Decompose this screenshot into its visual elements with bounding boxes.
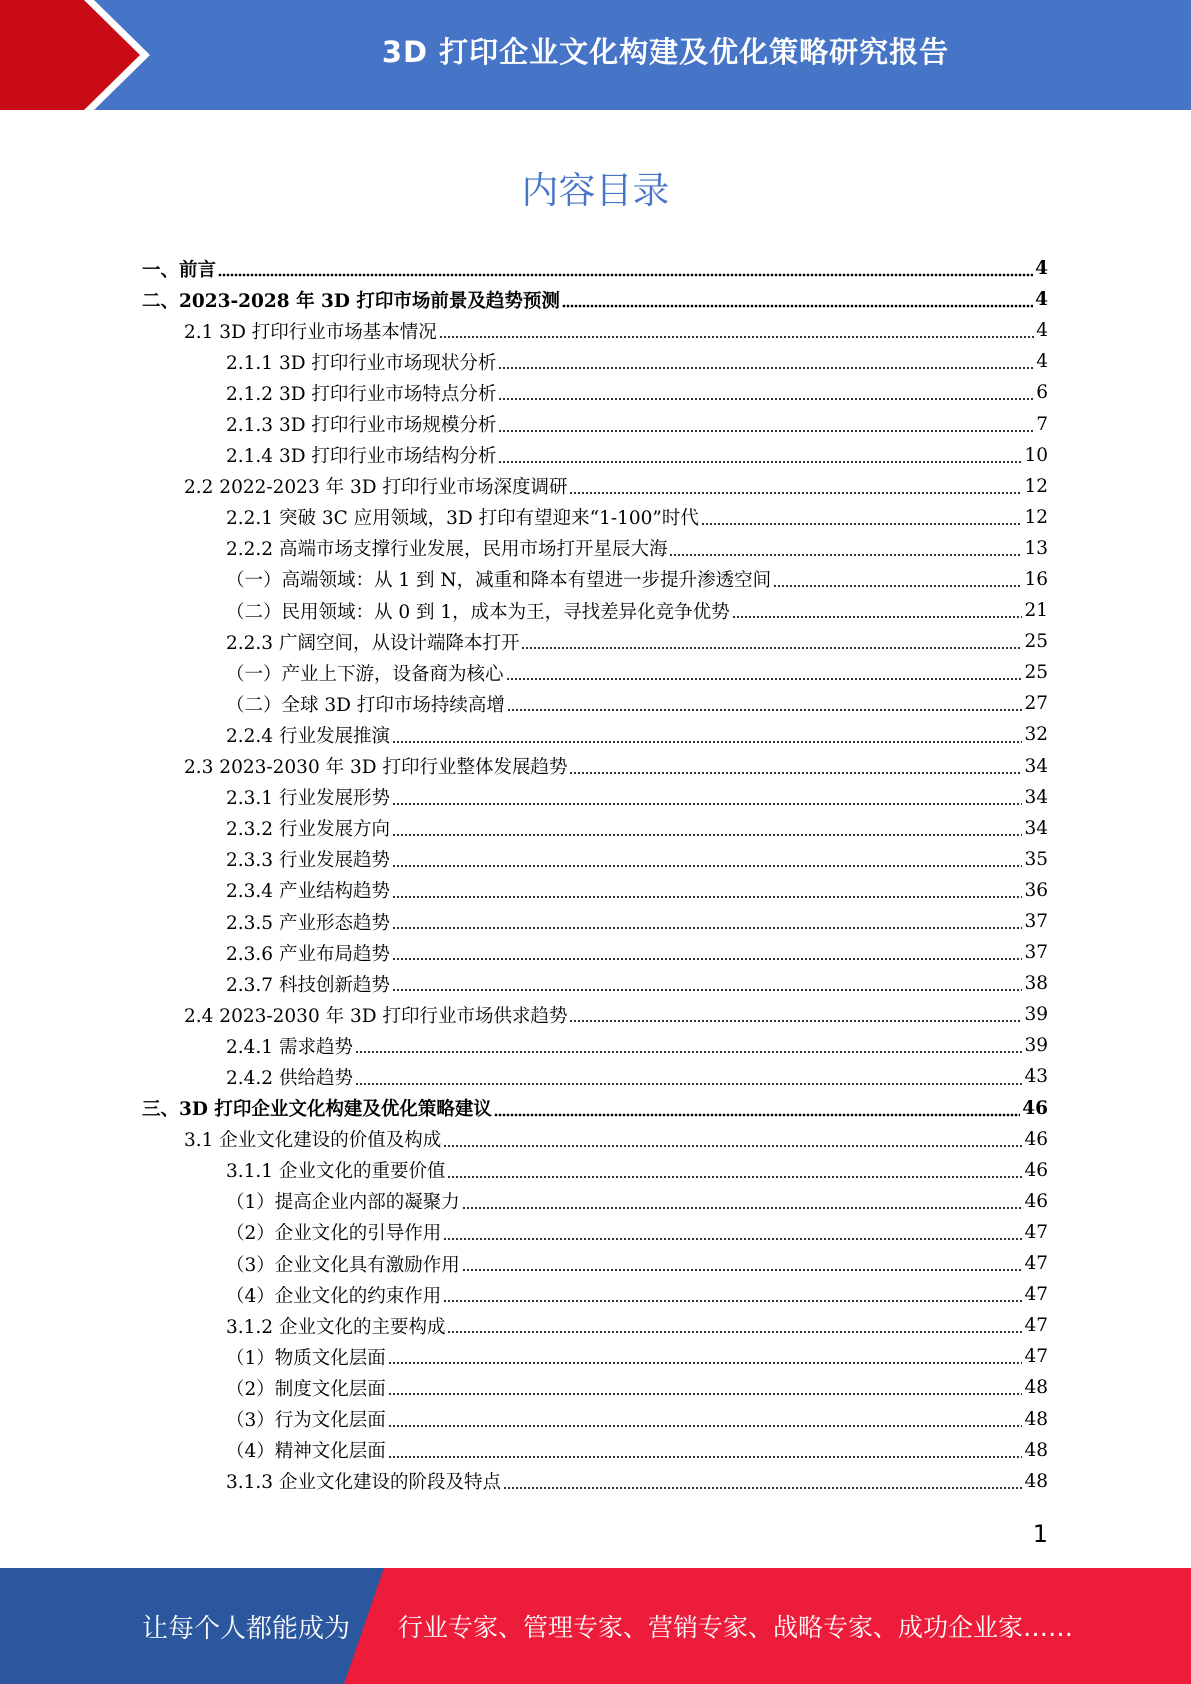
- toc-dot-leader: [503, 1486, 1022, 1490]
- header-arrow-logo: [0, 0, 140, 110]
- toc-dot-leader: [392, 864, 1022, 868]
- toc-entry-page: 47: [1024, 1253, 1048, 1275]
- toc-entry-page: 25: [1024, 662, 1048, 684]
- toc-entry-page: 37: [1024, 911, 1048, 933]
- toc-dot-leader: [494, 1113, 1020, 1117]
- toc-entry-page: 39: [1024, 1004, 1048, 1026]
- toc-entry[interactable]: [142, 968, 1048, 999]
- toc-entry-label: 2.4 2023-2030 年 3D 打印行业市场供求趋势: [184, 1005, 568, 1027]
- toc-entry[interactable]: [142, 377, 1048, 408]
- toc-dot-leader: [498, 460, 1022, 464]
- toc-entry-label: （2）制度文化层面: [226, 1378, 386, 1400]
- toc-entry[interactable]: [142, 502, 1048, 533]
- toc-entry-label: 2.1.3 3D 打印行业市场规模分析: [226, 415, 497, 437]
- toc-dot-leader: [562, 304, 1033, 308]
- toc-entry[interactable]: [142, 1248, 1048, 1279]
- toc-dot-leader: [392, 926, 1022, 930]
- table-of-contents: [142, 253, 1048, 1497]
- toc-entry-label: 3.1.1 企业文化的重要价值: [226, 1161, 446, 1183]
- toc-dot-leader: [569, 491, 1022, 495]
- toc-entry-page: 13: [1024, 537, 1048, 559]
- toc-entry-label: （3）行为文化层面: [226, 1410, 386, 1432]
- toc-entry-label: 2.3.4 产业结构趋势: [226, 881, 390, 903]
- toc-entry-page: 27: [1024, 693, 1048, 715]
- toc-dot-leader: [443, 1237, 1022, 1241]
- toc-entry-page: 47: [1024, 1284, 1048, 1306]
- toc-entry-page: 47: [1024, 1346, 1048, 1368]
- toc-entry[interactable]: [142, 1030, 1048, 1061]
- toc-entry[interactable]: [142, 533, 1048, 564]
- toc-entry-label: （一）产业上下游，设备商为核心: [226, 663, 504, 685]
- toc-entry-page: 4: [1035, 258, 1048, 280]
- toc-entry[interactable]: [142, 346, 1048, 377]
- footer-slogan-left: 让每个人都能成为: [142, 1613, 351, 1644]
- toc-entry-page: 46: [1024, 1190, 1048, 1212]
- toc-dot-leader: [355, 1050, 1023, 1054]
- page-footer: [0, 1568, 1191, 1684]
- toc-entry-label: （4）企业文化的约束作用: [226, 1285, 442, 1307]
- toc-entry-page: 12: [1024, 475, 1048, 497]
- toc-entry-label: （3）企业文化具有激励作用: [226, 1254, 460, 1276]
- report-title: 3D 打印企业文化构建及优化策略研究报告: [381, 34, 950, 69]
- toc-entry-page: 37: [1024, 942, 1048, 964]
- toc-entry-label: 一、前言: [142, 259, 217, 281]
- toc-dot-leader: [773, 584, 1022, 588]
- toc-entry[interactable]: [142, 1403, 1048, 1434]
- toc-entry-label: 2.3.6 产业布局趋势: [226, 943, 390, 965]
- toc-entry-label: 3.1 企业文化建设的价值及构成: [184, 1130, 442, 1152]
- toc-entry-page: 16: [1024, 568, 1048, 590]
- toc-entry-page: 34: [1024, 817, 1048, 839]
- toc-dot-leader: [443, 1144, 1022, 1148]
- toc-entry-label: （一）高端领域：从 1 到 N，减重和降本有望进一步提升渗透空间: [226, 570, 772, 592]
- toc-dot-leader: [392, 740, 1022, 744]
- toc-entry[interactable]: [142, 408, 1048, 439]
- toc-dot-leader: [447, 1175, 1022, 1179]
- toc-entry-page: 4: [1036, 320, 1048, 342]
- toc-dot-leader: [732, 615, 1023, 619]
- toc-entry[interactable]: [142, 1466, 1048, 1497]
- toc-entry-label: （2）企业文化的引导作用: [226, 1223, 442, 1245]
- toc-entry[interactable]: [142, 1186, 1048, 1217]
- toc-entry-label: 3.1.3 企业文化建设的阶段及特点: [226, 1472, 501, 1494]
- toc-entry[interactable]: [142, 1310, 1048, 1341]
- toc-dot-leader: [392, 833, 1022, 837]
- toc-entry-label: 2.3 2023-2030 年 3D 打印行业整体发展趋势: [184, 757, 568, 779]
- toc-entry-page: 32: [1024, 724, 1048, 746]
- toc-entry-label: 二、2023-2028 年 3D 打印市场前景及趋势预测: [142, 290, 560, 312]
- page-header: [0, 0, 1191, 110]
- toc-entry[interactable]: [142, 1341, 1048, 1372]
- toc-entry[interactable]: [142, 471, 1048, 502]
- toc-entry-label: 2.1.2 3D 打印行业市场特点分析: [226, 383, 497, 405]
- toc-entry[interactable]: [142, 440, 1048, 471]
- toc-entry[interactable]: [142, 875, 1048, 906]
- toc-entry-page: 34: [1024, 786, 1048, 808]
- toc-dot-leader: [669, 553, 1022, 557]
- toc-dot-leader: [388, 1392, 1023, 1396]
- toc-entry-label: 2.4.2 供给趋势: [226, 1067, 353, 1089]
- toc-entry-label: 2.3.3 行业发展趋势: [226, 850, 390, 872]
- toc-dot-leader: [507, 708, 1023, 712]
- toc-entry-page: 46: [1024, 1159, 1048, 1181]
- toc-dot-leader: [462, 1268, 1023, 1272]
- toc-dot-leader: [388, 1424, 1023, 1428]
- toc-dot-leader: [569, 771, 1022, 775]
- toc-entry-label: 2.2.1 突破 3C 应用领域，3D 打印有望迎来“1-100”时代: [226, 508, 699, 530]
- toc-entry[interactable]: [142, 844, 1048, 875]
- toc-entry[interactable]: [142, 1124, 1048, 1155]
- toc-entry[interactable]: [142, 937, 1048, 968]
- toc-entry[interactable]: [142, 315, 1048, 346]
- toc-entry-label: 2.2.3 广阔空间，从设计端降本打开: [226, 632, 520, 654]
- toc-entry-label: 2.3.1 行业发展形势: [226, 788, 390, 810]
- toc-entry-label: （二）民用领域：从 0 到 1，成本为王，寻找差异化竞争优势: [226, 601, 730, 623]
- toc-dot-leader: [392, 895, 1022, 899]
- toc-entry-label: 2.2.4 行业发展推演: [226, 725, 390, 747]
- toc-entry[interactable]: [142, 1093, 1048, 1124]
- toc-entry-page: 48: [1024, 1439, 1048, 1461]
- toc-entry-page: 48: [1024, 1408, 1048, 1430]
- toc-dot-leader: [443, 1299, 1022, 1303]
- toc-dot-leader: [447, 1330, 1022, 1334]
- toc-entry-page: 21: [1024, 600, 1048, 622]
- toc-entry-page: 43: [1024, 1066, 1048, 1088]
- toc-dot-leader: [218, 273, 1033, 277]
- toc-entry-label: 三、3D 打印企业文化构建及优化策略建议: [142, 1099, 492, 1121]
- toc-entry[interactable]: [142, 719, 1048, 750]
- toc-entry-label: 2.3.7 科技创新趋势: [226, 974, 390, 996]
- toc-entry[interactable]: [142, 657, 1048, 688]
- toc-entry-page: 4: [1035, 289, 1048, 311]
- toc-entry-page: 47: [1024, 1315, 1048, 1337]
- toc-entry[interactable]: [142, 284, 1048, 315]
- toc-dot-leader: [701, 522, 1023, 526]
- toc-dot-leader: [569, 1019, 1022, 1023]
- toc-entry[interactable]: [142, 813, 1048, 844]
- toc-entry-page: 48: [1024, 1470, 1048, 1492]
- footer-slogan-right: 行业专家、管理专家、营销专家、战略专家、成功企业家……: [398, 1613, 1074, 1642]
- toc-entry[interactable]: [142, 595, 1048, 626]
- toc-heading: 内容目录: [521, 169, 670, 212]
- toc-entry-label: 2.1.4 3D 打印行业市场结构分析: [226, 446, 497, 468]
- toc-entry[interactable]: [142, 1435, 1048, 1466]
- toc-entry-label: （1）提高企业内部的凝聚力: [226, 1192, 460, 1214]
- toc-entry[interactable]: [142, 1155, 1048, 1186]
- toc-dot-leader: [392, 802, 1022, 806]
- toc-entry-page: 10: [1024, 444, 1048, 466]
- toc-entry-page: 7: [1036, 413, 1048, 435]
- toc-dot-leader: [506, 677, 1023, 681]
- toc-entry[interactable]: [142, 751, 1048, 782]
- toc-entry[interactable]: [142, 1061, 1048, 1092]
- toc-entry-page: 47: [1024, 1221, 1048, 1243]
- toc-dot-leader: [392, 988, 1022, 992]
- toc-entry[interactable]: [142, 626, 1048, 657]
- toc-entry-page: 6: [1036, 382, 1048, 404]
- toc-entry-label: （二）全球 3D 打印市场持续高增: [226, 694, 505, 716]
- toc-entry-label: 2.2.2 高端市场支撑行业发展，民用市场打开星辰大海: [226, 539, 668, 561]
- toc-dot-leader: [462, 1206, 1023, 1210]
- toc-dot-leader: [521, 646, 1022, 650]
- toc-entry[interactable]: [142, 253, 1048, 284]
- toc-dot-leader: [498, 397, 1034, 401]
- toc-entry-page: 48: [1024, 1377, 1048, 1399]
- toc-entry[interactable]: [142, 564, 1048, 595]
- toc-dot-leader: [392, 957, 1022, 961]
- toc-entry-page: 25: [1024, 631, 1048, 653]
- toc-entry-page: 46: [1024, 1128, 1048, 1150]
- toc-entry[interactable]: [142, 782, 1048, 813]
- toc-dot-leader: [388, 1455, 1023, 1459]
- toc-dot-leader: [498, 366, 1034, 370]
- toc-entry-page: 4: [1036, 351, 1048, 373]
- toc-entry-label: （1）物质文化层面: [226, 1347, 386, 1369]
- toc-entry[interactable]: [142, 688, 1048, 719]
- toc-entry-label: 2.4.1 需求趋势: [226, 1036, 353, 1058]
- toc-entry[interactable]: [142, 999, 1048, 1030]
- toc-entry[interactable]: [142, 1372, 1048, 1403]
- toc-dot-leader: [388, 1361, 1023, 1365]
- toc-entry-label: 2.1.1 3D 打印行业市场现状分析: [226, 352, 497, 374]
- toc-entry[interactable]: [142, 1279, 1048, 1310]
- toc-entry-page: 12: [1024, 506, 1048, 528]
- toc-entry-label: （4）精神文化层面: [226, 1441, 386, 1463]
- toc-entry-label: 2.1 3D 打印行业市场基本情况: [184, 321, 437, 343]
- toc-entry-label: 2.3.2 行业发展方向: [226, 819, 390, 841]
- toc-entry-label: 3.1.2 企业文化的主要构成: [226, 1316, 446, 1338]
- toc-dot-leader: [355, 1082, 1023, 1086]
- toc-entry-label: 2.2 2022-2023 年 3D 打印行业市场深度调研: [184, 477, 568, 499]
- toc-entry-page: 38: [1024, 973, 1048, 995]
- toc-entry-page: 36: [1024, 879, 1048, 901]
- toc-entry-page: 34: [1024, 755, 1048, 777]
- toc-entry-page: 39: [1024, 1035, 1048, 1057]
- toc-dot-leader: [498, 429, 1034, 433]
- toc-entry[interactable]: [142, 1217, 1048, 1248]
- toc-dot-leader: [439, 335, 1034, 339]
- toc-entry-page: 46: [1022, 1097, 1048, 1119]
- page-number: 1: [1032, 1520, 1048, 1548]
- toc-entry-page: 35: [1024, 848, 1048, 870]
- toc-entry-label: 2.3.5 产业形态趋势: [226, 912, 390, 934]
- toc-entry[interactable]: [142, 906, 1048, 937]
